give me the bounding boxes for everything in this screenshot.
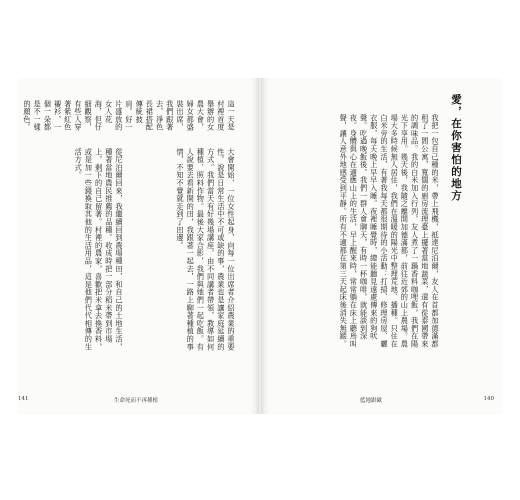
right-page bbox=[262, 78, 502, 414]
left-page-body-paragraph-3: 從尼泊爾回來，我繼續回到農場種田，和自己的土地生活，種著當地農民推薦的品種。收成時把一部分稻米帶到市場上，剩下的自己留著。村裡的農家，喜歡把米拿去換香料，或是加一些錢換取其他的生活用品，這是他們代代相傳的生活方式。 bbox=[74, 148, 124, 351]
left-page-body-paragraph-1: 這一天是村裡首度舉辦的女農大會，婦女都盛裝出席，我們跟著去，淨色長裙搭配傳統披肩。好一片盛放的女人花海，但仔細觀察，有些人穿著紫紅色襯衫，一個一朵都是不一樣的顏色。 bbox=[22, 100, 236, 132]
right-page-body: 我把一包自己種的米，帶上飛機，抵達尼泊爾，友人在首都加德滿都租了一間公寓，寬闊的廚房流理臺上擺著當地蔬菜，還有從泰國帶來的調味品。我的白米加入行列，友人煮了一鍋香料咖哩飯，我們在陽光下享用。幾天後，我隨之離開加德滿都，前往近郊的山上農場。農場大多時候無人居住，我們在溫暖的陽光中整理荒地、播種。只住在白米旁的生活，有著我每天都很期待的小活動：打掃、修理房屋、曬衣服，每天晚上早早入睡。夜裡睡覺時，總能聽見遠處傳來的狗吠聲。吃過晚飯後，我們一群人會聊天，有時一杯咖啡，就能談到深夜。身體與心在適應山上的生活，早上醒來時，常常躺在床上聽鳥叫聲，讓人意外地感受到平靜。所有不適都在第三天起床後消失無蹤。 bbox=[339, 114, 440, 348]
left-page-number: 141 bbox=[18, 396, 29, 402]
right-page-running-head: 藍地跟歐 bbox=[360, 398, 383, 404]
chapter-title: 愛，在你害怕的地方 bbox=[450, 94, 462, 202]
right-page-number: 140 bbox=[483, 396, 494, 402]
left-page-body-paragraph-2: 大會開始，一位女性起身，向每一位出席者介紹農業的重要性。說是日常生活中不可或缺的事，農業也是讓家庭延續的方式。我們當天有好幾場講座，由不同講者帶領，教導如何種植、照料作物。最後大家合影，我們與她們一起吃飯。有人說要去看新開的田，我跟著一起去，一路上聊著種植的事情，不知不覺就走到了田邊。 bbox=[175, 148, 236, 351]
left-page-running-head: 生命死而不再種植 bbox=[114, 398, 159, 404]
left-page bbox=[18, 78, 258, 414]
